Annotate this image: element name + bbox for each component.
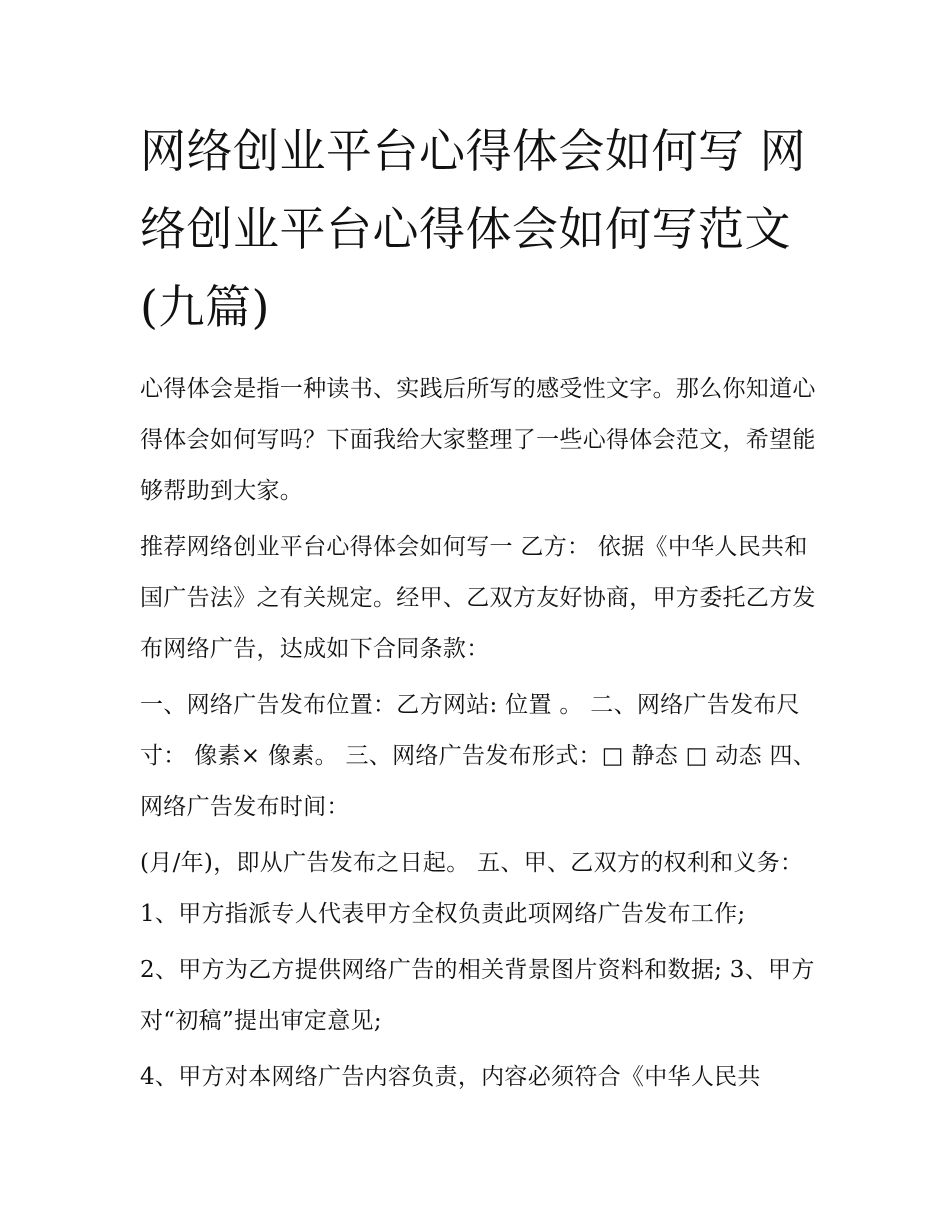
paragraph-intro: 心得体会是指一种读书、实践后所写的感受性文字。那么你知道心得体会如何写吗？下面我给大家整理了一些心得体会范文，希望能够帮助到大家。 [140,376,816,504]
paragraph-ad-terms: 一、网络广告发布位置：乙方网站: 位置 。 二、网络广告发布尺寸： 像素× 像素。 三、网络广告发布形式：□ 静态 □ 动态 四、网络广告发布时间： [140,692,817,820]
paragraph-item-4: 4、甲方对本网络广告内容负责，内容必须符合《中华人民共 [140,1064,761,1090]
document-title: 网络创业平台心得体会如何写 网络创业平台心得体会如何写范文(九篇) [140,124,807,334]
document-page [140,112,820,1108]
paragraph-item-2-3: 2、甲方为乙方提供网络广告的相关背景图片资料和数据; 3、甲方对“初稿”提出审定意见; [140,957,815,1034]
paragraph-rights: (月/年)，即从广告发布之日起。 五、甲、乙双方的权利和义务： 1、甲方指派专人代表甲方全权负责此项网络广告发布工作; [140,850,804,927]
document-body [140,364,820,1103]
paragraph-contract-intro: 推荐网络创业平台心得体会如何写一 乙方： 依据《中华人民共和国广告法》之有关规定。经甲、乙双方友好协商，甲方委托乙方发布网络广告，达成如下合同条款： [140,534,816,662]
